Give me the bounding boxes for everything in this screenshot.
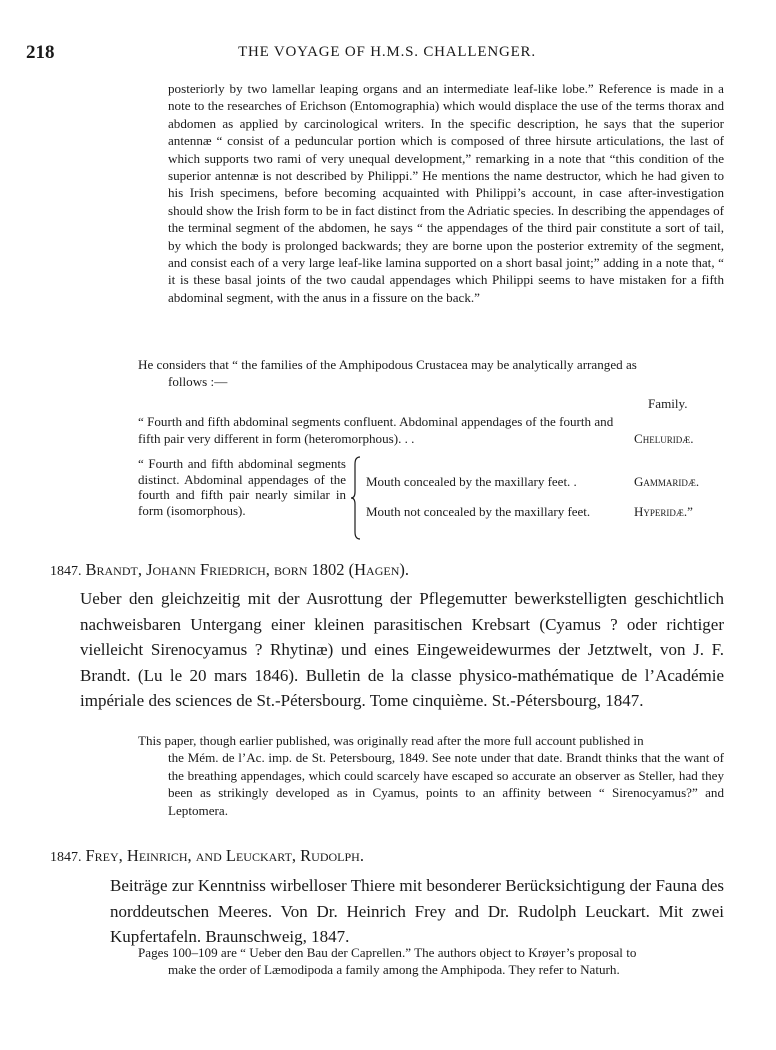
intro-line-1: He considers that “ the families of the Amphipodous Crustacea may be analytically arranged as [138, 357, 637, 372]
entry-1-year: 1847. [50, 564, 82, 579]
table-row-2 [138, 456, 738, 546]
entry-2-note [138, 944, 724, 979]
row1-family: Cheluridæ. [634, 431, 694, 446]
entry-1-heading [50, 560, 409, 580]
entry-2-heading [50, 846, 364, 866]
row2-option-1: Mouth concealed by the maxillary feet. . [366, 474, 577, 489]
running-head: THE VOYAGE OF H.M.S. CHALLENGER. [238, 44, 536, 60]
entry-2-note-rest: make the order of Læmodipoda a family among the Amphipoda. They refer to Naturh. [168, 962, 620, 978]
quote-block: posteriorly by two lamellar leaping organs and an intermediate leaf-like lobe.” Reference is made in a note to the researches of Erichson (Entomographia) which would displace the use of the terms thorax and abdomen as applied by carcinological writers. In the specific description, he says that the superior antennæ “ consist of a peduncular portion which is composed of three hirsute articulations, the last of which supports two rami of very unequal development,” remarking in a note that “this condition of the superior antennæ is not described by Philippi.” He mentions the name destructor, which he had given to his Irish specimens, before becoming acquainted with Philippi’s account, in case after-investigation should show the Irish form to be in fact distinct from the Adriatic species. In describing the appendages of the terminal segment of the abdomen, he says “ the appendages of the third pair constitute a sort of tail, by which the body is prolonged backwards; they are borne upon the posterior extremity of the segment, and consist each of a very large leaf-like lamina supported on a short basal joint;” adding in a note that, “ it is these basal joints of the two caudal appendages which Philippi seems to have mistaken for a fifth abdominal segment, with the anus in a fissure on the back.” [168, 81, 724, 305]
row1-text: “ Fourth and fifth abdominal segments confluent. Abdominal appendages of the fourth and fifth pair very different in form (heteromorphous). . . [138, 414, 614, 446]
entry-1-author: Brandt, Johann Friedrich, born 1802 (Hagen). [85, 560, 410, 579]
entry-2-citation: Beiträge zur Kenntniss wirbelloser Thiere mit besonderer Berücksichtigung der Fauna des norddeutschen Meeres. Von Dr. Heinrich Frey and Dr. Rudolph Leuckart. Mit zwei Kupfertafeln. Braunschweig, 1847. [110, 876, 724, 947]
table-row-1 [138, 413, 728, 447]
row2-text: “ Fourth and fifth abdominal segments distinct. Abdominal appendages of the fourth and fifth pair nearly similar in form (isomorphous). [138, 456, 346, 518]
row2-family-1: Gammaridæ. [634, 474, 700, 489]
entry-1-note [138, 732, 724, 819]
entry-2-author: Frey, Heinrich, and Leuckart, Rudolph. [85, 846, 364, 865]
brace-icon [350, 456, 364, 540]
intro-line-2: follows :— [168, 374, 228, 390]
entry-2-year: 1847. [50, 850, 82, 865]
intro-paragraph [138, 356, 724, 391]
family-heading: Family. [648, 396, 688, 411]
entry-1-citation: Ueber den gleichzeitig mit der Ausrottung der Pflegemutter bewerkstelligten geschichtlich nachweisbaren Untergang einer kleinen parasitischen Krebsart (Cyamus ? oder richtiger vielleicht Sirenocyamus ? Rhytinæ) und eines Eingeweidewurmes der Jetztwelt, von J. F. Brandt. (Lu le 20 mars 1846). Bulletin de la classe physico-mathématique de l’Académie impériale des sciences de St.-Pétersbourg. Tome cinquième. St.-Pétersbourg, 1847. [80, 589, 724, 711]
page-number: 218 [26, 42, 55, 63]
row2-option-2: Mouth not concealed by the maxillary feet. [366, 504, 591, 519]
entry-2-note-line-1: Pages 100–109 are “ Ueber den Bau der Caprellen.” The authors object to Krøyer’s proposal to [138, 945, 637, 960]
entry-1-note-rest: the Mém. de l’Ac. imp. de St. Petersbourg, 1849. See note under that date. Brandt thinks that the want of the breathing appendages, which could scarcely have escaped so accurate an observer as Steller, had they been as strikingly developed as in Cyamus, points to an affinity between “ Sirenocyamus?” and Leptomera. [168, 750, 724, 818]
page-header [26, 42, 748, 68]
row2-family-2: Hyperidæ.” [634, 504, 693, 519]
entry-1-note-line-1: This paper, though earlier published, was originally read after the more full account published in [138, 733, 644, 748]
